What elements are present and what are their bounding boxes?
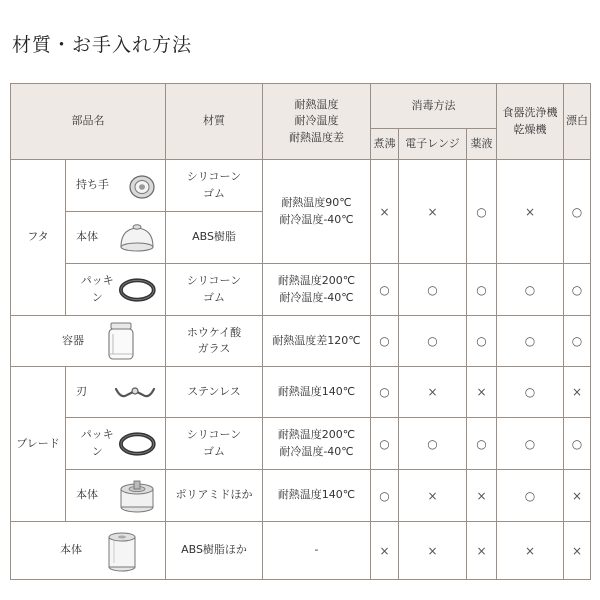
mark-chemical: ○ [467,316,497,367]
mark-bleach: ○ [564,264,591,316]
mark-microwave: × [399,522,467,580]
mark-microwave: × [399,160,467,264]
header-temperature-line: 耐熱温度 [294,97,339,111]
mark-dishwasher: ○ [497,470,564,522]
mark-boil: ○ [371,418,399,470]
part-cell [66,212,166,264]
table-row [11,160,591,212]
table-row [11,367,591,418]
part-cell [66,264,166,316]
material-line: ゴム [203,186,225,200]
material-line: ホウケイ酸 [186,325,242,339]
material-cell [166,160,263,212]
group-label-blade: ブレード [11,367,66,522]
dome-lid-icon [117,221,157,255]
mark-microwave: ○ [399,264,467,316]
temperature-cell [263,470,371,522]
part-name: パッキン [80,274,114,304]
material-cell [166,316,263,367]
mark-boil: ○ [371,264,399,316]
header-material: 材質 [166,84,263,160]
temperature-cell [263,367,371,418]
mark-boil: × [371,522,399,580]
part-cell [66,160,166,212]
material-cell [166,418,263,470]
mark-bleach: ○ [564,316,591,367]
mark-boil: × [371,160,399,264]
temperature-line: 耐冷温度-40℃ [279,212,354,226]
mark-dishwasher: ○ [497,418,564,470]
header-dishwasher-line: 食器洗浄機 [502,106,558,119]
mark-microwave: × [399,470,467,522]
temperature-cell [263,316,371,367]
knob-icon [127,171,157,201]
part-name: 刃 [76,384,87,398]
mark-bleach: × [564,470,591,522]
material-line: ガラス [197,342,231,355]
temperature-line: - [314,543,319,557]
mark-bleach: ○ [564,160,591,264]
table-row [11,316,591,367]
blade-body-icon [117,477,157,515]
part-name: 本体 [76,230,98,244]
part-cell [11,316,166,367]
group-label-lid: フタ [11,160,66,316]
temperature-line: 耐熱温度90℃ [281,196,352,209]
material-cell [166,212,263,264]
mark-boil: ○ [371,367,399,418]
header-dishwasher [497,84,564,160]
mark-boil: ○ [371,316,399,367]
mark-microwave: ○ [399,316,467,367]
temperature-line: 耐熱温度140℃ [277,488,356,502]
temperature-cell [263,418,371,470]
material-cell [166,470,263,522]
part-name: パッキン [80,428,114,458]
material-cell [166,522,263,580]
mark-bleach: ○ [564,418,591,470]
mark-chemical: × [467,470,497,522]
table-row [11,264,591,316]
material-care-table [10,83,591,580]
page-title: 材質・お手入れ方法 [12,34,193,56]
material-line: シリコーン [186,428,242,441]
part-cell [11,522,166,580]
group-label-body: 本体 [60,543,82,557]
mark-dishwasher: × [497,160,564,264]
material-line: ABS樹脂 [192,230,236,244]
motor-unit-icon [106,529,138,573]
temperature-line: 耐熱温度200℃ [277,428,356,441]
material-cell [166,367,263,418]
mark-chemical: ○ [467,160,497,264]
gasket-ring-icon [118,276,157,304]
part-name: 本体 [76,488,98,502]
part-cell [66,470,166,522]
header-part-name: 部品名 [11,84,166,160]
header-temperature-line: 耐冷温度 [294,114,339,128]
header-disinfection: 消毒方法 [371,84,497,129]
temperature-cell [263,160,371,264]
mark-boil: ○ [371,470,399,522]
header-microwave: 電子レンジ [399,129,467,160]
part-cell [66,367,166,418]
part-cell [66,418,166,470]
temperature-cell [263,522,371,580]
group-label-container: 容器 [62,333,84,347]
material-line: ポリアミドほか [175,488,253,502]
header-chemical: 薬液 [467,129,497,160]
mark-dishwasher: ○ [497,367,564,418]
glass-jar-icon [106,321,136,361]
material-line: ゴム [203,290,225,304]
part-name: 持ち手 [76,178,109,192]
mark-dishwasher: × [497,522,564,580]
mark-chemical: × [467,522,497,580]
header-dishwasher-line: 乾燥機 [513,122,547,136]
mark-dishwasher: ○ [497,264,564,316]
blade-icon [113,379,157,405]
material-line: ゴム [203,444,225,458]
mark-microwave: × [399,367,467,418]
mark-bleach: × [564,367,591,418]
temperature-line: 耐熱温度差120℃ [272,333,361,347]
temperature-line: 耐冷温度-40℃ [279,444,354,458]
table-row [11,470,591,522]
material-line: シリコーン [186,274,242,287]
temperature-line: 耐冷温度-40℃ [279,290,354,304]
mark-bleach: × [564,522,591,580]
temperature-line: 耐熱温度140℃ [277,384,356,398]
mark-chemical: ○ [467,264,497,316]
mark-microwave: ○ [399,418,467,470]
material-line: ステンレス [187,384,241,398]
temperature-cell [263,264,371,316]
material-cell [166,264,263,316]
header-temperature [263,84,371,160]
header-boil: 煮沸 [371,129,399,160]
mark-dishwasher: ○ [497,316,564,367]
table-row [11,418,591,470]
header-bleach: 漂白 [564,84,591,160]
material-line: ABS樹脂ほか [181,543,247,557]
table-row [11,522,591,580]
mark-chemical: × [467,367,497,418]
gasket-ring-icon [118,430,157,458]
temperature-line: 耐熱温度200℃ [277,274,356,287]
mark-chemical: ○ [467,418,497,470]
material-line: シリコーン [186,170,242,183]
header-temperature-line: 耐熱温度差 [289,130,344,144]
